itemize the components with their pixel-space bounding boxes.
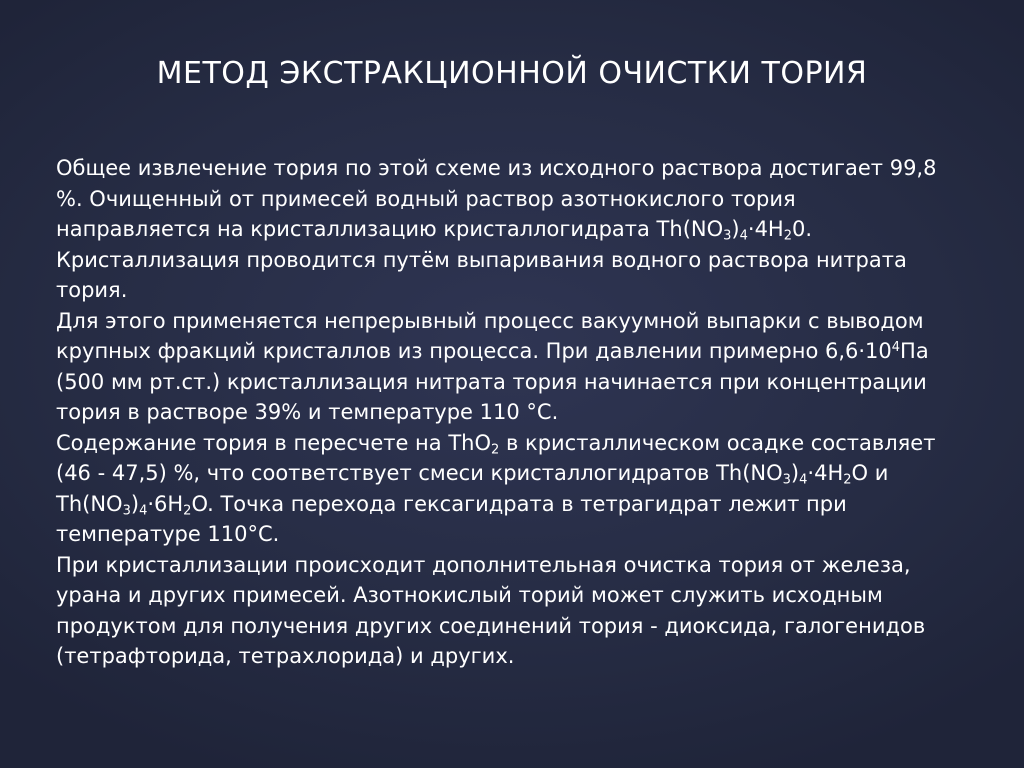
text-run: ·4H xyxy=(807,461,844,485)
text-run: Для этого применяется непрерывный процесс вакуумной выпарки с выводом крупных фракций кристаллов из процесса. При давлении примерно 6,6·10 xyxy=(56,308,924,363)
text-run: ) xyxy=(130,491,140,516)
text-run: ) xyxy=(731,217,740,241)
subscript: 4 xyxy=(739,228,748,244)
text-run: ) xyxy=(790,461,800,485)
text-run: в кристаллическом осадке составляет (46 - 47,5) %, что соответствует смеси кристаллогидратов Th(NO xyxy=(56,430,936,485)
subscript: 2 xyxy=(783,228,792,244)
text-run: Общее извлечение тория по этой схеме из исходного раствора достигает 99,8 %. Очищенный от примесей водный раствор азотнокислого тория направляется на кристаллизацию кристаллогидрата Th(NO xyxy=(56,156,937,241)
text-run: Па (500 мм рт.ст.) кристаллизация нитрата тория начинается при концентрации тория в растворе 39% и температуре 110 °C. xyxy=(56,339,929,424)
superscript: 4 xyxy=(891,339,901,355)
text-run: ·4H xyxy=(747,217,784,241)
text-run: Содержание тория в пересчете на ThO xyxy=(56,430,492,455)
subscript: 4 xyxy=(799,472,808,488)
subscript: 3 xyxy=(122,503,131,519)
subscript: 3 xyxy=(723,228,732,244)
paragraph-vacuum-evaporation xyxy=(56,306,956,428)
subscript: 2 xyxy=(491,442,500,458)
paragraph-thorium-content xyxy=(56,428,956,550)
text-run: O. Точка перехода гексагидрата в тетрагидрат лежит при температуре 110°C. xyxy=(56,491,847,546)
text-run: При кристаллизации происходит дополнительная очистка тория от железа, урана и других примесей. Азотнокислый торий может служить исходным продуктом для получения других соединений тория - диоксида, галогенидов (тетрафторида, тетрахлорида) и других. xyxy=(56,552,926,668)
paragraph-extraction-yield xyxy=(56,153,956,306)
slide-body xyxy=(56,153,956,672)
text-run: 0. Кристаллизация проводится путём выпаривания водного раствора нитрата тория. xyxy=(56,217,907,302)
text-run: ·6H xyxy=(147,491,184,516)
subscript: 2 xyxy=(843,472,852,488)
text-run: O и Th(NO xyxy=(56,461,889,516)
paragraph-additional-purification xyxy=(56,550,956,672)
subscript: 3 xyxy=(782,472,791,488)
slide-title: МЕТОД ЭКСТРАКЦИОННОЙ ОЧИСТКИ ТОРИЯ xyxy=(156,56,868,91)
subscript: 2 xyxy=(183,503,192,519)
subscript: 4 xyxy=(139,503,148,519)
